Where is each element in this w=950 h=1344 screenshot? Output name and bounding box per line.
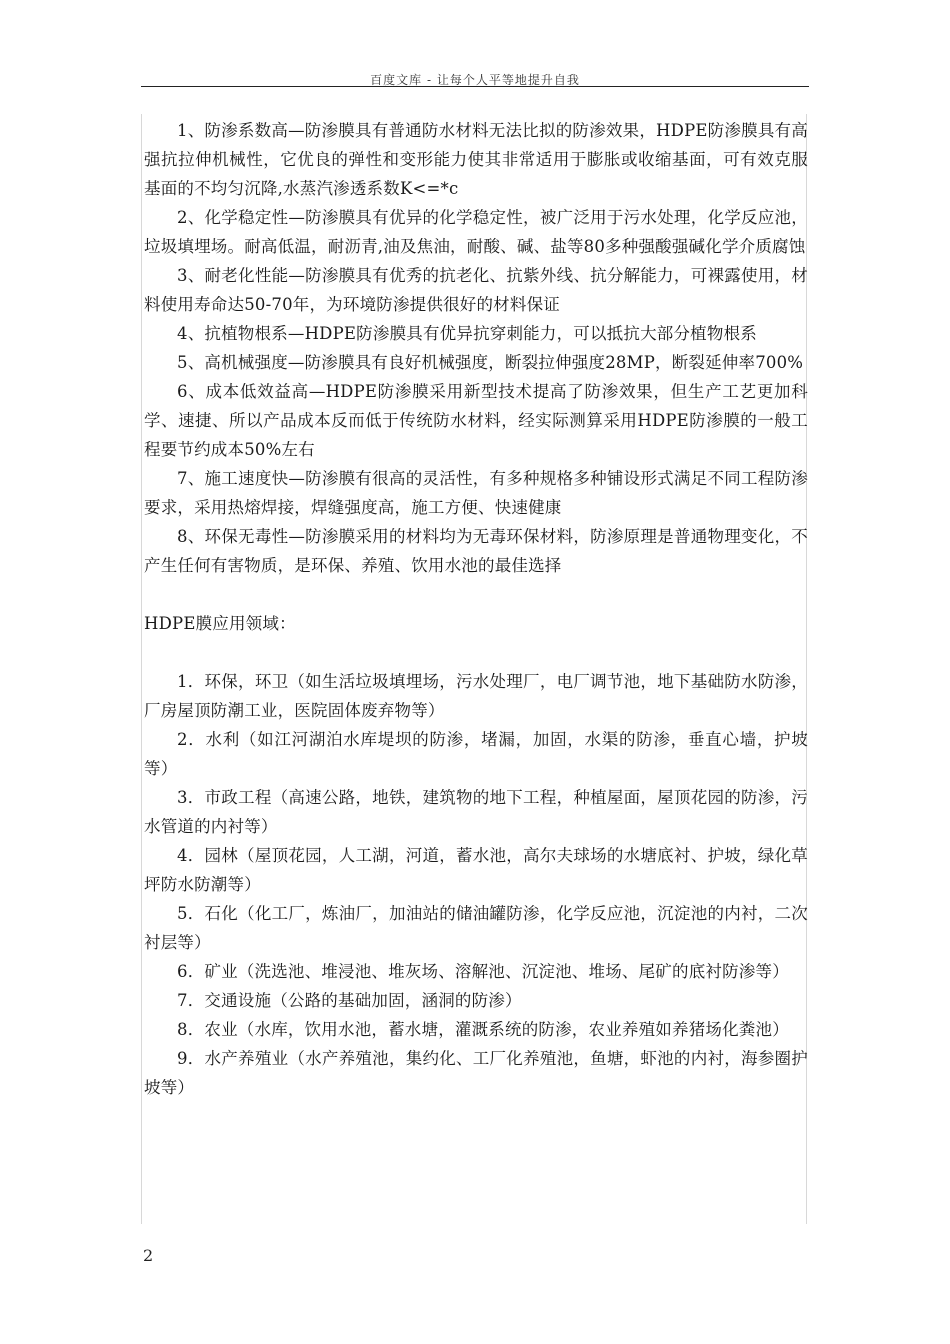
application-item-9: 9．水产养殖业（水产养殖池，集约化、工厂化养殖池，鱼塘，虾池的内衬，海参圈护坡等） — [144, 1049, 808, 1097]
feature-paragraph-6: 6、成本低效益高—HDPE防渗膜采用新型技术提高了防渗效果，但生产工艺更加科学、速捷、所以产品成本反而低于传统防水材料，经实际测算采用HDPE防渗膜的一般工程要节约成本50%左右 — [144, 382, 808, 459]
document-body — [144, 116, 808, 1102]
application-item-5: 5．石化（化工厂，炼油厂，加油站的储油罐防渗，化学反应池，沉淀池的内衬，二次衬层等） — [144, 904, 808, 952]
page-header: 百度文库 - 让每个人平等地提升自我 — [370, 73, 580, 87]
feature-paragraph-5: 5、高机械强度—防渗膜具有良好机械强度，断裂拉伸强度28MP，断裂延伸率700% — [177, 353, 804, 372]
application-item-6: 6．矿业（洗选池、堆浸池、堆灰场、溶解池、沉淀池、堆场、尾矿的底衬防渗等） — [177, 962, 789, 981]
application-item-3: 3．市政工程（高速公路，地铁，建筑物的地下工程，种植屋面，屋顶花园的防渗，污水管道的内衬等） — [144, 788, 808, 836]
feature-paragraph-1: 1、防渗系数高—防渗膜具有普通防水材料无法比拟的防渗效果，HDPE防渗膜具有高强抗拉伸机械性，它优良的弹性和变形能力使其非常适用于膨胀或收缩基面，可有效克服基面的不均匀沉降,水蒸汽渗透系数K<=*c — [144, 121, 808, 198]
application-item-7: 7．交通设施（公路的基础加固，涵洞的防渗） — [177, 991, 522, 1010]
header-rule — [141, 86, 809, 87]
feature-paragraph-2: 2、化学稳定性—防渗膜具有优异的化学稳定性，被广泛用于污水处理，化学反应池，垃圾填埋场。耐高低温，耐沥青,油及焦油，耐酸、碱、盐等80多种强酸强碱化学介质腐蚀 — [144, 208, 808, 256]
page-number: 2 — [143, 1246, 154, 1265]
application-item-4: 4．园林（屋顶花园，人工湖，河道，蓄水池，高尔夫球场的水塘底衬、护坡，绿化草坪防水防潮等） — [144, 846, 808, 894]
feature-paragraph-7: 7、施工速度快—防渗膜有很高的灵活性，有多种规格多种铺设形式满足不同工程防渗要求，采用热熔焊接，焊缝强度高，施工方便、快速健康 — [144, 469, 808, 517]
applications-heading: HDPE膜应用领域： — [144, 614, 296, 633]
feature-paragraph-3: 3、耐老化性能—防渗膜具有优秀的抗老化、抗紫外线、抗分解能力，可裸露使用，材料使用寿命达50-70年，为环境防渗提供很好的材料保证 — [144, 266, 808, 314]
feature-paragraph-4: 4、抗植物根系—HDPE防渗膜具有优异抗穿刺能力，可以抵抗大部分植物根系 — [177, 324, 757, 343]
application-item-8: 8．农业（水库，饮用水池，蓄水塘，灌溉系统的防渗，农业养殖如养猪场化粪池） — [177, 1020, 789, 1039]
feature-paragraph-8: 8、环保无毒性—防渗膜采用的材料均为无毒环保材料，防渗原理是普通物理变化，不产生任何有害物质，是环保、养殖、饮用水池的最佳选择 — [144, 527, 808, 575]
application-item-1: 1．环保，环卫（如生活垃圾填埋场，污水处理厂，电厂调节池，地下基础防水防渗，厂房屋顶防潮工业，医院固体废弃物等） — [144, 672, 808, 720]
application-item-2: 2．水利（如江河湖泊水库堤坝的防渗，堵漏，加固，水渠的防渗，垂直心墙，护坡等） — [144, 730, 808, 778]
